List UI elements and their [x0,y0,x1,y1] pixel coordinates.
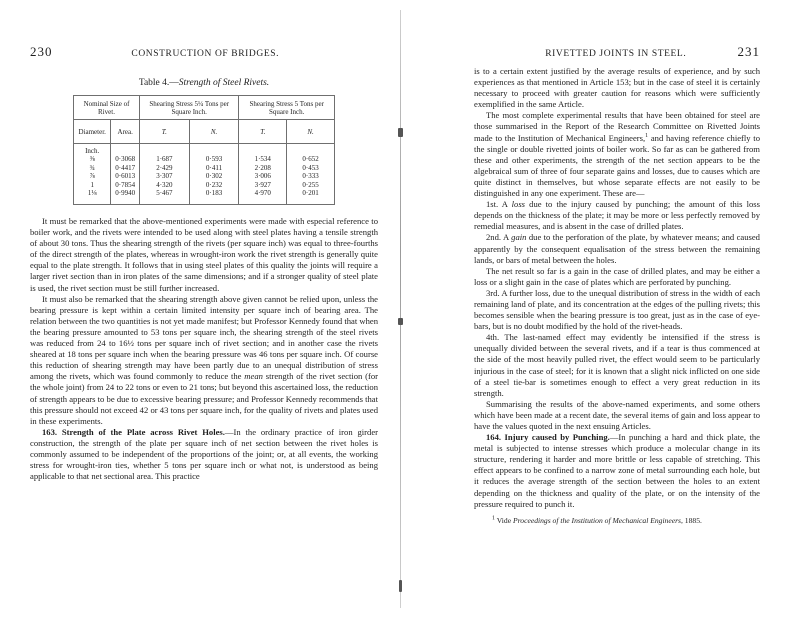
table-cell: 0·7854 [115,180,136,189]
group-header: Shearing Stress 5 Tons per Square Inch. [239,96,335,120]
paragraph: is to a certain extent justified by the average results of experience, and by such experiences as that mentioned in Article 153; but in the case of steel it is certainly necessary to proceed with greater caution for reasons which were sufficiently exemplified in the same Article. [474,66,760,110]
list-item: 3rd. A further loss, due to the unequal distribution of stress in the width of each remaining land of plate, and its concentration at the edges of the pulling rivets; this becomes sensible when the bearing pressure is too great, just as in the case of eye-bars, but is no doubt modified by the hold of the rivet-heads. [474,287,760,332]
table-cell: 1·687 [156,155,173,164]
right-running-title: RIVETTED JOINTS IN STEEL. [545,49,687,59]
italic-text: mean [244,371,263,382]
table-cell: 0·453 [302,163,319,172]
table-cell: 3·006 [254,172,271,181]
table-caption: Table 4.—Strength of Steel Rivets. [138,78,270,88]
table-cell: 4·320 [156,180,173,189]
right-page-header [474,44,760,60]
table-cell: 0·255 [302,180,319,189]
list-item [474,232,760,265]
n-column-1 [189,144,239,205]
text-run: 1st. A [486,199,508,210]
sub-header: Area. [111,120,140,144]
footnote-number: 1 [492,515,495,522]
footnote-ref: 1 [645,132,649,139]
table-cell: 0·4417 [115,163,136,172]
italic-text: Proceedings of the Institution of Mechanical Engineers [512,515,681,525]
table-cell: 3·307 [156,172,173,181]
left-page-header [30,44,378,60]
table-cell: 0·6013 [115,172,136,181]
table-cell: ¾ [89,163,95,172]
sub-header: T. [140,120,190,144]
section-164 [474,432,760,510]
table-cell: 0·411 [206,163,223,172]
italic-text: loss [511,199,526,210]
table-cell: 0·183 [205,189,223,198]
paragraph: The net result so far is a gain in the case of drilled plates, and may be either a loss or a slight gain in the case of plates which are perforated by punching. [474,265,760,287]
n-column-2 [287,144,335,205]
text-run: and having reference chiefly to the single or double rivetted joints of boiler work. So far as can be gathered from these and other experiments, the strength of the net section appears to be the algebraical sum of three of four separate gains and losses, due to causes which are quite distinct in themselves, but whose separate effects are not easily to be distinguished in any one experiment. These are— [474,132,760,199]
left-running-title: CONSTRUCTION OF BRIDGES. [131,49,280,59]
table-cell: 0·3068 [115,155,136,164]
table-cell: ⅜ [89,155,95,164]
table-cell: 1⅛ [87,189,97,198]
table-cell: 0·333 [302,172,319,181]
table-cell: 5·467 [156,189,173,198]
table-cell: 0·9940 [115,189,136,198]
table-cell: 0·593 [205,155,223,164]
table-sub-header-row [74,120,335,144]
table-cell: 3·927 [254,180,271,189]
section-heading: 163. Strength of the Plate across Rivet Holes. [42,426,225,437]
table-cell: 2·429 [156,163,173,172]
text-run: Vide [496,515,512,525]
unit-label: Inch. [85,147,100,155]
footnote [474,515,760,526]
table-body-row [74,144,335,205]
paragraph: Summarising the results of the above-named experiments, and some others which have been made at a recent date, the several items of gain and loss appear to have the values quoted in the next ensuing Articles. [474,398,760,431]
text-run: due to the injury caused by punching; the amount of this loss depends on the thickness of the plate; it may be more or less perfectly removed by remedial measures, and is absent in the case of drilled plates. [474,199,760,232]
table-caption-title: Strength of Steel Rivets. [178,78,270,88]
table-cell: 2·208 [254,163,271,172]
text-run: due to the perforation of the plate, by whatever means; and caused apparently by the consequent equalisation of the stress between the remaining lands, or bars of metal between the holes. [474,232,760,265]
text-run: strength of the rivet section (for the whole joint) from 24 to 22 tons or even to 21 tons; but beyond this ascertained loss, the reduction of strength appears to be due to excessive bearing pressure; and Professor Kennedy recommends that this pressure should not exceed 42 or 43 tons per square inch, for the quality of rivets and plates used in these experiments. [30,371,378,426]
group-header: Shearing Stress 5¼ Tons per Square Inch. [140,96,239,120]
table-cell: 4·970 [254,189,271,198]
section-text: —In punching a hard and thick plate, the metal is subjected to intense stresses which produce a molecular change in its structure, rendering it harder and more brittle or less capable of stretching. This effect appears to be confined to a narrow zone of metal surrounding each hole, but it reduces the average strength of the section between the holes to an extent depending on the thickness and quality of the plate, or on the intensity of the pressure required to punch it. [474,432,760,509]
section-heading: 164. Injury caused by Punching. [486,432,610,443]
paragraph [30,294,378,427]
right-page-number: 231 [737,44,760,59]
text-run: It must also be remarked that the shearing strength above given cannot be relied upon, unless the bearing pressure is kept within a certain limited intensity per square inch of bearing area. The relation between the two quantities is not yet made manifest; but Professor Kennedy found that when the bearing pressure amounted to 53 tons per square inch, the shearing strength of the steel rivets was reduced from 24 to 16½ tons per square inch of rivet section; and in another case the rivets sheared at 18 tons per square inch when the bearing pressure was 46 tons per square inch. Of course this reduction of shearing strength may have been partly due to an unequal distribution of stress among the rivets, which was found commonly to reduce the [30,293,378,382]
text-run: The most complete experimental results that have been obtained for steel are those summarised in the Report of the Research Committee on Rivetted Joints made to the Institution of Mechanical Engineers, [474,110,760,143]
text-run: 2nd. A [486,232,509,243]
table-cell: 1 [90,180,94,189]
table-cell: 1·534 [254,155,271,164]
italic-text: gain [511,232,527,243]
paragraph: It must be remarked that the above-mentioned experiments were made with especial reference to boiler work, and the rivets were intended to be used along with steel plates having a tensile strength of about 30 tons. Thus the shearing strength of the rivets (per square inch) was equal to three-fourths of the direct strength of the plates, whereas in wrought-iron work the rivet strength is generally quite equal to the plate strength. It follows that in using steel plates of this quality the joints will require a larger rivet section than in iron plates of the same dimensions; and if a stronger quality of steel plate is used, the rivet section must be still further increased. [30,216,378,293]
group-header: Nominal Size of Rivet. [74,96,140,120]
list-item: 4th. The last-named effect may evidently be intensified if the stress is unequally divided between the several rivets, and if a tear is thus commenced at the side of the most heavily pulled rivet, the effect would seem to be particularly injurious in the case of steel; for it is known that a slight nick inflicted on one side of a steel tie-bar is sometimes enough to effect a very great reduction in its strength. [474,332,760,398]
sub-header: T. [239,120,287,144]
area-column [111,144,140,205]
section-text: —In the ordinary practice of iron girder construction, the strength of the plate per square inch of net section between the rivet holes is commonly assumed to be independent of the proportions of the joint; or, at all events, the working stress for wrought-iron ties, whether 5 tons per square inch or what not, is understood as being applicable to that net sectional area. This practice [30,426,378,482]
table-cell: 0·232 [205,180,223,189]
sub-header: N. [189,120,239,144]
diameter-column [74,144,111,205]
sub-header: N. [287,120,335,144]
table-group-header-row [74,96,335,120]
t-column-1 [140,144,190,205]
table-cell: 0·302 [205,172,223,181]
section-163 [30,427,378,482]
table-cell: 0·652 [302,155,319,164]
rivet-strength-table [73,95,335,205]
table-caption-label: Table 4. [138,78,170,88]
table-cell: 0·201 [302,189,319,198]
right-page [400,0,800,618]
left-page-number: 230 [30,44,53,59]
list-item [474,199,760,232]
table-cell: ⅞ [89,172,95,181]
text-run: , 1885. [681,515,702,525]
t-column-2 [239,144,287,205]
sub-header: Diameter. [74,120,111,144]
paragraph [474,110,760,199]
